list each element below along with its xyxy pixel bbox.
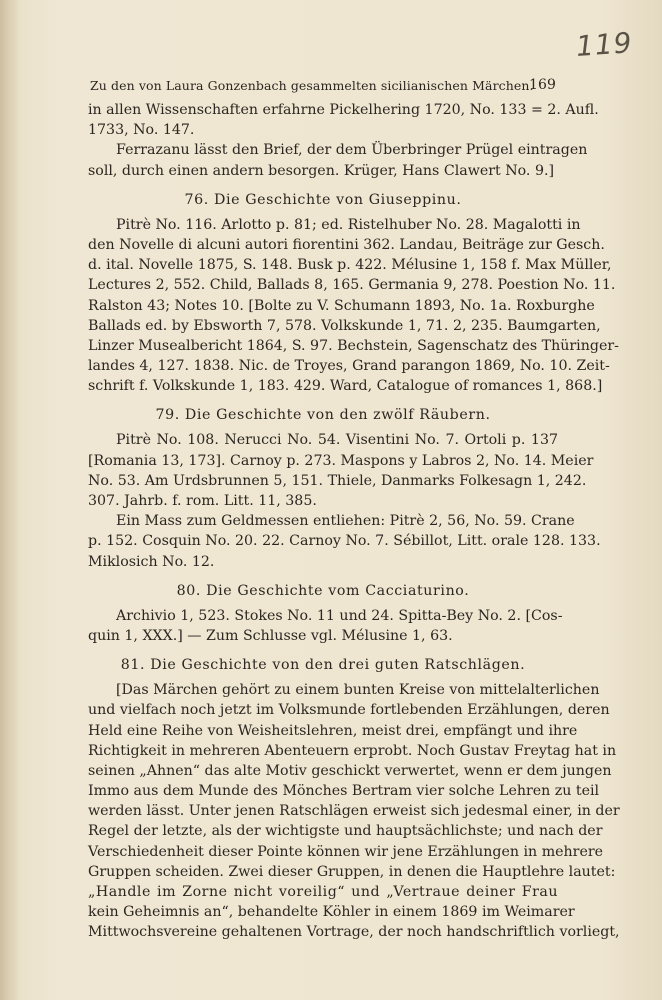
- text-line: seinen „Ahnen“ das alte Motiv geschickt verwertet, wenn er dem jungen: [88, 762, 612, 779]
- text-line: Mittwochsvereine gehaltenen Vortrage, der noch handschriftlich vorliegt,: [88, 924, 620, 941]
- text-line: Ralston 43; Notes 10. [Bolte zu V. Schumann 1893, No. 1a. Roxburghe: [88, 297, 595, 314]
- text-line: Linzer Musealbericht 1864, S. 97. Bechstein, Sagenschatz des Thüringer-: [88, 337, 619, 354]
- section-heading: 76. Die Geschichte von Giuseppinu.: [184, 191, 462, 208]
- text-line: in allen Wissenschaften erfahrne Pickelhering 1720, No. 133 = 2. Aufl.: [88, 102, 599, 118]
- paragraph: [88, 680, 620, 942]
- text-line: [Romania 13, 173]. Carnoy p. 273. Maspons y Labros 2, No. 14. Meier: [88, 452, 594, 469]
- text-line: d. ital. Novelle 1875, S. 148. Busk p. 422. Mélusine 1, 158 f. Max Müller,: [88, 257, 612, 274]
- text-line: Ferrazanu lässt den Brief, der dem Überbringer Prügel eintragen: [116, 142, 588, 159]
- text-line: Gruppen scheiden. Zwei dieser Gruppen, in denen die Hauptlehre lautet:: [88, 863, 616, 880]
- text-line: quin 1, XXX.] — Zum Schlusse vgl. Mélusine 1, 63.: [88, 627, 453, 644]
- page-number: 169: [528, 77, 556, 93]
- text-line: 307. Jahrb. f. rom. Litt. 11, 385.: [88, 493, 317, 509]
- text-line: Ein Mass zum Geldmessen entliehen: Pitrè 2, 56, No. 59. Crane: [116, 513, 575, 530]
- text-line: soll, durch einen andern besorgen. Krüger, Hans Clawert No. 9.]: [88, 162, 555, 179]
- paragraph: [88, 430, 601, 571]
- text-line: Pitrè No. 116. Arlotto p. 81; ed. Ristelhuber No. 28. Magalotti in: [116, 216, 581, 233]
- text-line: Ballads ed. by Ebsworth 7, 578. Volkskunde 1, 71. 2, 235. Baumgarten,: [88, 317, 601, 334]
- text-line: Lectures 2, 552. Child, Ballads 8, 165. Germania 9, 278. Poestion No. 11.: [88, 277, 616, 294]
- text-line: [Das Märchen gehört zu einem bunten Kreise von mittelalterlichen: [116, 682, 600, 699]
- text-line: Held eine Reihe von Weisheitslehren, meist drei, empfängt und ihre: [88, 722, 578, 739]
- paragraph: [88, 606, 563, 646]
- handwritten-folio-number: 119: [574, 26, 634, 63]
- text-line: landes 4, 127. 1838. Nic. de Troyes, Grand parangon 1869, No. 10. Zeit-: [88, 358, 610, 375]
- text-line: Miklosich No. 12.: [88, 553, 215, 570]
- text-line: Verschiedenheit dieser Pointe können wir jene Erzählungen in mehrere: [88, 843, 604, 860]
- text-line: schrift f. Volkskunde 1, 183. 429. Ward, Catalogue of romances 1, 868.]: [88, 378, 603, 395]
- text-line: Regel der letzte, als der wichtigste und hauptsächlichste; und nach der: [88, 823, 603, 840]
- section-heading: 81. Die Geschichte von den drei guten Ratschlägen.: [120, 657, 526, 674]
- text-line: Pitrè No. 108. Nerucci No. 54. Visentini No. 7. Ortoli p. 137: [116, 432, 558, 449]
- page-gutter-shadow: [0, 0, 18, 1000]
- text-line: No. 53. Am Urdsbrunnen 5, 151. Thiele, Danmarks Folkesagn 1, 242.: [88, 472, 587, 489]
- text-line: den Novelle di alcuni autori fiorentini 362. Landau, Beiträge zur Gesch.: [88, 236, 605, 253]
- body-text: [88, 100, 620, 943]
- text-line: 1733, No. 147.: [88, 122, 195, 139]
- section-heading: 79. Die Geschichte von den zwölf Räubern.: [155, 407, 491, 424]
- text-line: p. 152. Cosquin No. 20. 22. Carnoy No. 7. Sébillot, Litt. orale 128. 133.: [88, 533, 601, 550]
- running-head-title: Zu den von Laura Gonzenbach gesammelten sicilianischen Märchen.: [90, 78, 534, 93]
- paragraph: [88, 100, 599, 181]
- text-line: „Handle im Zorne nicht voreilig“ und „Vertraue deiner Frau: [88, 884, 558, 900]
- text-line: kein Geheimnis an“, behandelte Köhler in einem 1869 im Weimarer: [88, 904, 575, 921]
- section-heading: 80. Die Geschichte vom Cacciaturino.: [176, 582, 470, 599]
- text-line: Immo aus dem Munde des Mönches Bertram vier solche Lehren zu teil: [88, 783, 600, 800]
- paragraph: [88, 215, 619, 397]
- text-line: Archivio 1, 523. Stokes No. 11 und 24. Spitta-Bey No. 2. [Cos-: [116, 607, 563, 624]
- text-line: werden lässt. Unter jenen Ratschlägen erweist sich jedesmal einer, in der: [88, 803, 620, 820]
- text-line: Richtigkeit in mehreren Abenteuern erprobt. Noch Gustav Freytag hat in: [88, 742, 617, 759]
- text-line: und vielfach noch jetzt im Volksmunde fortlebenden Erzählungen, deren: [88, 702, 610, 719]
